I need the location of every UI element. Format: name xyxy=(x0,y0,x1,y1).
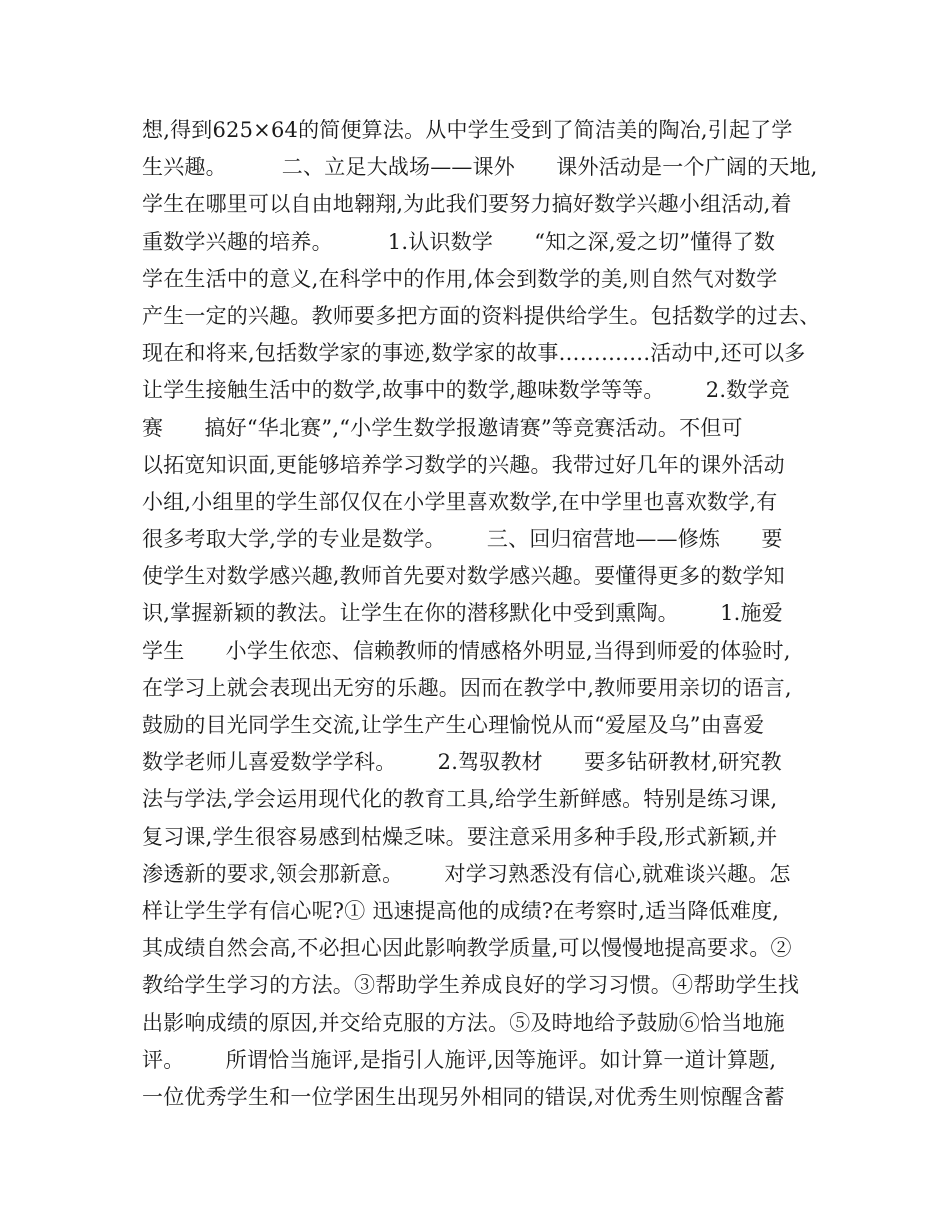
text-line-3: 学生在哪里可以自由地翱翔,为此我们要努力搞好数学兴趣小组活动,着 xyxy=(142,192,792,217)
text-line-5: 学在生活中的意义,在科学中的作用,体会到数学的美,则自然气对数学 xyxy=(142,266,778,291)
text-line-2: 生兴趣。 二、立足大战场——课外 课外活动是一个广阔的天地, xyxy=(142,155,818,180)
text-line-26: 评。 所谓恰当施评,是指引人施评,因等施评。如计算一道计算题, xyxy=(142,1047,777,1072)
text-line-7: 现在和将来,包括数学家的事迹,数学家的故事………….活动中,还可以多 xyxy=(142,341,806,366)
text-line-10: 以拓宽知识面,更能够培养学习数学的兴趣。我带过好几年的课外活动 xyxy=(142,452,785,477)
text-line-22: 样让学生学有信心呢?① 迅速提高他的成绩?在考察时,适当降低难度, xyxy=(142,898,780,923)
text-line-11: 小组,小组里的学生部仅仅在小学里喜欢数学,在中学里也喜欢数学,有 xyxy=(142,489,778,514)
text-line-4: 重数学兴趣的培养。 1.认识数学 “知之深,爱之切”懂得了数 xyxy=(142,229,776,254)
text-line-14: 识,掌握新颖的教法。让学生在你的潜移默化中受到熏陶。 1.施爱 xyxy=(142,601,783,626)
text-line-13: 使学生对数学感兴趣,教师首先要对数学感兴趣。要懂得更多的数学知 xyxy=(142,564,785,589)
text-line-18: 数学老师儿喜爱数学学科。 2.驾驭教材 要多钻研教材,研究教 xyxy=(142,750,782,775)
text-line-23: 其成绩自然会高,不必担心因此影响教学质量,可以慢慢地提高要求。② xyxy=(142,936,792,961)
text-line-8: 让学生接触生活中的数学,故事中的数学,趣味数学等等。 2.数学竞 xyxy=(142,378,790,403)
body-text xyxy=(142,112,832,1116)
text-line-21: 渗透新的要求,领会那新意。 对学习熟悉没有信心,就难谈兴趣。怎 xyxy=(142,861,791,886)
text-line-20: 复习课,学生很容易感到枯燥乏味。要注意采用多种手段,形式新颖,并 xyxy=(142,824,778,849)
text-line-24: 教给学生学习的方法。③帮助学生养成良好的学习习惯。④帮助学生找 xyxy=(142,973,800,998)
text-line-17: 鼓励的目光同学生交流,让学生产生心理愉悦从而“爱屋及乌”由喜爱 xyxy=(142,713,765,737)
text-line-19: 法与学法,学会运用现代化的教育工具,给学生新鲜感。特别是练习课, xyxy=(142,787,778,812)
text-line-27: 一位优秀学生和一位学困生出现另外相同的错误,对优秀生则惊醒含蓄 xyxy=(142,1084,785,1109)
text-line-16: 在学习上就会表现出无穷的乐趣。因而在教学中,教师要用亲切的语言, xyxy=(142,675,792,700)
text-line-1: 想,得到625×64的简便算法。从中学生受到了简洁美的陶冶,引起了学 xyxy=(142,118,793,142)
text-line-6: 产生一定的兴趣。教师要多把方面的资料提供给学生。包括数学的过去、 xyxy=(142,303,821,328)
text-line-15: 学生 小学生依恋、信赖教师的情感格外明显,当得到师爱的体验时, xyxy=(142,638,791,663)
text-line-9: 赛 搞好“华北赛”,“小学生数学报邀请赛”等竞赛活动。不但可 xyxy=(142,415,743,440)
text-line-12: 很多考取大学,学的专业是数学。 三、回归宿营地——修炼 要 xyxy=(142,527,783,552)
text-line-25: 出影响成绩的原因,并交给克服的方法。⑤及時地给予鼓励⑥恰当地施 xyxy=(142,1010,785,1035)
